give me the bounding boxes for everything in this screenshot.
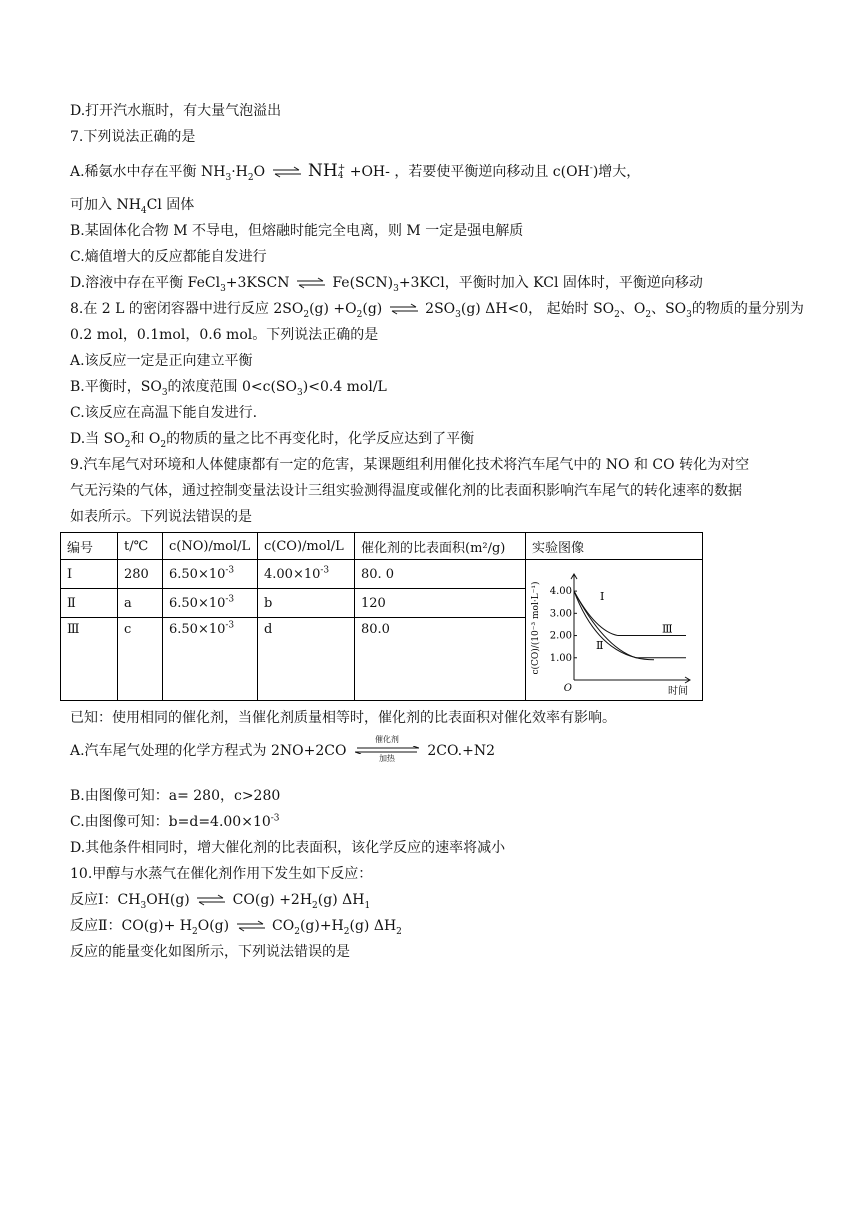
equilibrium-arrow-icon — [390, 303, 418, 315]
q8-option-c: C.该反应在高温下能自发进行. — [70, 405, 258, 421]
table-cell: 80. 0 — [355, 560, 526, 589]
equilibrium-arrow-icon — [197, 894, 225, 906]
q8-stem-cont: 0.2 mol，0.1mol，0.6 mol。下列说法正确的是 — [70, 327, 379, 343]
table-cell: c — [118, 618, 163, 701]
q9-stem-2: 气无污染的气体，通过控制变量法设计三组实验测得温度或催化剂的比表面积影响汽车尾气的转化速率的数据 — [70, 483, 742, 499]
table-cell: $6.50\times 10^{-3}$ — [163, 560, 258, 589]
q9-option-b: B.由图像可知：a= 280，c>280 — [70, 788, 281, 804]
table-cell: b — [258, 589, 355, 618]
table-cell: Ⅰ — [61, 560, 118, 589]
table-cell: $6.50\times 10^{-3}$ — [163, 618, 258, 701]
chart-cell — [526, 560, 703, 701]
table-cell: 80.0 — [355, 618, 526, 701]
q7-option-d: D.溶液中存在平衡 FeCl$_3$+3KSCN $Fe(SCN)_3+3KCl$，平衡时加入 KCl 固体时，平衡逆向移动 — [70, 275, 703, 294]
equilibrium-arrow-icon — [273, 166, 301, 178]
document-page — [67, 98, 804, 965]
table-header: c(CO)/mol/L — [258, 533, 355, 560]
table-cell: Ⅱ — [61, 589, 118, 618]
equilibrium-arrow-icon — [237, 920, 265, 932]
table-header: 实验图像 — [526, 533, 703, 560]
series-label-III: Ⅲ — [662, 622, 673, 636]
y-tick-label: 1.00 — [549, 652, 572, 664]
origin-label: O — [563, 683, 572, 694]
table-header: 催化剂的比表面积(m²/g) — [355, 533, 526, 560]
series-label-I: Ⅰ — [600, 590, 605, 603]
q10-stem: 10.甲醇与水蒸气在催化剂作用下发生如下反应： — [70, 866, 373, 882]
q9-stem-3: 如表所示。下列说法错误的是 — [70, 509, 252, 525]
table-cell: a — [118, 589, 163, 618]
q9-option-a: A.汽车尾气处理的化学方程式为 2NO+2CO 催化剂 加热 2CO.+N2 — [70, 735, 496, 763]
equilibrium-arrow-icon — [297, 277, 325, 289]
q8-option-d: D.当 $SO_2$和 $O_2$的物质的量之比不再变化时，化学反应达到了平衡 — [70, 431, 475, 450]
y-tick-label: 4.00 — [549, 586, 572, 598]
q9-option-c: C.由图像可知：$b=d=4.00\times 10^{-3}$ — [70, 813, 280, 830]
q8-option-a: A.该反应一定是正向建立平衡 — [70, 353, 253, 369]
reaction-1: 反应Ⅰ：$CH_3OH(g)$ $CO(g) +2H_2(g)$ $\Delta H_1$ — [70, 892, 371, 911]
q10-prompt: 反应的能量变化如图所示，下列说法错误的是 — [70, 944, 350, 960]
q9-option-d: D.其他条件相同时，增大催化剂的比表面积，该化学反应的速率将减小 — [70, 840, 506, 856]
q8-option-b: B.平衡时，$SO_3$的浓度范围 $0<c(SO_3)<0.4$ mol/L — [70, 379, 387, 398]
table-cell: 280 — [118, 560, 163, 589]
y-tick-label: 2.00 — [549, 630, 572, 642]
q7-option-c: C.熵值增大的反应都能自发进行 — [70, 249, 267, 265]
concentration-chart — [528, 562, 700, 696]
q7-option-a: A.稀氨水中存在平衡 $NH_3\cdot H_2O$ NH+ 4 +OH- ，若要使平衡逆向移动且 c(OH-)增大， — [70, 161, 641, 183]
experiment-table — [60, 532, 703, 701]
table-header-row — [61, 533, 703, 560]
q8-stem: 8.在 2 L 的密闭容器中进行反应 $2SO_2(g) +O_2(g)$ $2SO_3(g)$ ΔH<0， 起始时 $SO_2$、$O_2$、$SO_3$的物质的量分别为 — [70, 301, 804, 320]
table-header: 编号 — [61, 533, 118, 560]
series-label-II: Ⅱ — [596, 638, 604, 652]
table-cell: d — [258, 618, 355, 701]
table-cell: Ⅲ — [61, 618, 118, 701]
q7-option-b: B.某固体化合物 M 不导电，但熔融时能完全电离，则 M 一定是强电解质 — [70, 223, 524, 239]
series-II-line — [574, 591, 654, 660]
q9-stem-1: 9.汽车尾气对环境和人体健康都有一定的危害，某课题组利用催化技术将汽车尾气中的 NO 和 CO 转化为对空 — [70, 457, 750, 473]
reversible-arrow-icon — [355, 746, 419, 754]
table-row — [61, 560, 703, 589]
known-note: 已知：使用相同的催化剂，当催化剂质量相等时，催化剂的比表面积对催化效率有影响。 — [70, 710, 616, 726]
q7-option-a-cont: 可加入 $NH_4Cl$ 固体 — [70, 197, 195, 216]
table-cell: 120 — [355, 589, 526, 618]
x-axis-label: 时间 — [668, 686, 688, 696]
y-tick-label: 3.00 — [549, 608, 572, 620]
reaction-arrow: 催化剂 加热 — [355, 737, 419, 765]
q6-option-d: D.打开汽水瓶时，有大量气泡溢出 — [70, 103, 282, 119]
reaction-2: 反应Ⅱ：$CO(g)+ H_2O(g)$ $CO_2(g)+H_2(g)$ $\Delta H_2$ — [70, 918, 402, 937]
table-header: c(NO)/mol/L — [163, 533, 258, 560]
y-axis-label: c(CO)/(10⁻³ mol·L⁻¹) — [531, 581, 541, 675]
q7-stem: 7.下列说法正确的是 — [70, 129, 196, 145]
table-header: t/℃ — [118, 533, 163, 560]
table-cell: $6.50\times 10^{-3}$ — [163, 589, 258, 618]
table-cell: $4.00\times 10^{-3}$ — [258, 560, 355, 589]
